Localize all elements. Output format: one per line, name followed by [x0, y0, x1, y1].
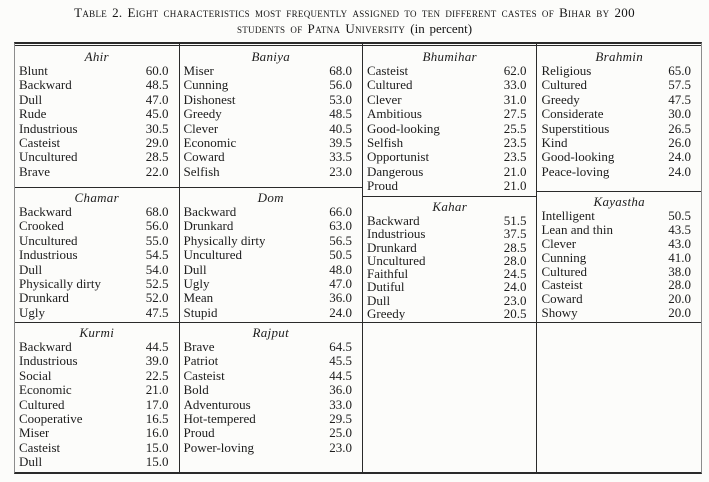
trait-label: Drunkard — [183, 219, 234, 234]
trait-label: Superstitious — [541, 121, 610, 136]
trait-value: 29.0 — [145, 135, 169, 151]
trait-row — [180, 122, 362, 136]
trait-label: Cunning — [183, 78, 229, 93]
trait-row — [363, 78, 536, 92]
trait-label: Brave — [183, 340, 215, 354]
trait-label: Faithful — [366, 267, 409, 281]
trait-label: Dangerous — [366, 164, 424, 179]
trait-row — [537, 165, 701, 179]
trait-value: 24.0 — [329, 304, 352, 320]
trait-label: Cultured — [541, 78, 587, 93]
trait-label: Showy — [541, 306, 578, 320]
trait-row — [15, 234, 179, 248]
trait-row — [537, 64, 701, 78]
trait-row — [15, 122, 179, 136]
trait-value: 47.5 — [145, 304, 169, 320]
trait-label: Casteist — [19, 440, 61, 455]
trait-label: Clever — [183, 121, 219, 136]
title-line-2 — [0, 21, 709, 37]
trait-value: 52.5 — [145, 275, 169, 291]
caste-name: Dom — [257, 190, 284, 205]
trait-row — [363, 280, 536, 293]
trait-row — [15, 426, 179, 440]
trait-label: Clever — [366, 92, 402, 107]
trait-value: 36.0 — [329, 382, 352, 398]
trait-row — [363, 267, 536, 280]
trait-row — [15, 441, 179, 455]
trait-row — [180, 263, 362, 277]
trait-row — [363, 136, 536, 150]
caste-cell-dom — [180, 188, 362, 323]
trait-value: 33.0 — [503, 77, 527, 93]
trait-row — [537, 278, 701, 292]
trait-row — [363, 254, 536, 267]
trait-value: 27.5 — [503, 106, 527, 122]
trait-value: 68.0 — [145, 204, 169, 219]
trait-row — [537, 265, 701, 279]
trait-row — [537, 107, 701, 121]
caste-name: Ahir — [84, 49, 109, 64]
trait-value: 48.5 — [145, 77, 169, 93]
trait-value: 21.0 — [503, 163, 527, 179]
trait-row — [180, 277, 362, 291]
trait-row — [537, 306, 701, 320]
trait-row — [537, 251, 701, 265]
trait-label: Stupid — [183, 305, 218, 320]
trait-label: Peace-loving — [541, 164, 610, 179]
trait-row — [15, 369, 179, 383]
trait-row — [15, 64, 179, 78]
trait-label: Dull — [19, 92, 43, 107]
trait-label: Casteist — [366, 64, 409, 78]
trait-row — [537, 292, 701, 306]
trait-label: Backward — [366, 214, 420, 228]
trait-label: Cultured — [366, 78, 413, 93]
trait-row — [15, 291, 179, 305]
trait-row — [180, 205, 362, 219]
trait-value: 60.0 — [145, 63, 169, 78]
trait-row — [363, 122, 536, 136]
trait-value: 51.5 — [503, 213, 527, 228]
caste-cell-chamar — [15, 188, 179, 323]
trait-value: 28.5 — [503, 239, 527, 255]
trait-value: 45.5 — [329, 353, 352, 369]
trait-value: 45.0 — [145, 106, 169, 122]
trait-row — [537, 122, 701, 136]
trait-label: Physically dirty — [19, 276, 101, 291]
trait-value: 28.5 — [145, 149, 169, 165]
table — [14, 42, 702, 474]
trait-row — [537, 136, 701, 150]
trait-row — [15, 93, 179, 107]
trait-label: Ambitious — [366, 107, 422, 122]
trait-label: Uncultured — [366, 253, 426, 267]
caste-cell-bhumihar — [363, 47, 536, 197]
trait-value: 68.0 — [329, 63, 352, 78]
trait-value: 65.0 — [668, 63, 691, 78]
caste-name: Kayastha — [593, 194, 645, 209]
trait-value: 39.5 — [329, 135, 352, 151]
trait-label: Casteist — [541, 278, 583, 293]
trait-value: 15.0 — [145, 454, 169, 470]
trait-label: Cultured — [19, 397, 65, 412]
caste-cell-baniya — [180, 47, 362, 188]
trait-row — [363, 307, 536, 320]
trait-label: Casteist — [19, 136, 61, 151]
trait-label: Industrious — [19, 354, 78, 369]
trait-label: Backward — [19, 340, 72, 354]
trait-value: 47.0 — [329, 275, 352, 291]
trait-row — [180, 354, 362, 368]
trait-row — [180, 150, 362, 164]
caste-name: Bhumihar — [422, 49, 477, 64]
trait-row — [180, 441, 362, 455]
trait-value: 20.0 — [668, 291, 691, 307]
empty-cell — [537, 323, 701, 472]
trait-label: Intelligent — [541, 209, 595, 223]
caste-cell-brahmin — [537, 47, 701, 192]
trait-value: 50.5 — [329, 247, 352, 263]
trait-value: 38.0 — [668, 263, 691, 279]
trait-row — [15, 107, 179, 121]
trait-row — [363, 241, 536, 254]
caste-name: Brahmin — [595, 49, 644, 64]
trait-value: 56.0 — [145, 218, 169, 234]
trait-label: Backward — [183, 205, 237, 219]
trait-row — [180, 248, 362, 262]
trait-label: Mean — [183, 291, 214, 306]
trait-row — [15, 383, 179, 397]
trait-row — [15, 398, 179, 412]
trait-row — [180, 107, 362, 121]
trait-value: 23.0 — [329, 163, 352, 179]
trait-value: 56.5 — [329, 232, 352, 248]
empty-cell — [363, 323, 536, 472]
trait-value: 17.0 — [145, 396, 169, 412]
trait-label: Proud — [183, 426, 215, 441]
trait-value: 22.0 — [145, 163, 169, 179]
trait-value: 47.5 — [668, 91, 691, 107]
trait-row — [15, 306, 179, 320]
trait-row — [537, 93, 701, 107]
trait-row — [363, 150, 536, 164]
trait-row — [180, 412, 362, 426]
trait-value: 22.5 — [145, 367, 169, 383]
trait-value: 31.0 — [503, 91, 527, 107]
trait-label: Proud — [366, 179, 399, 194]
trait-label: Blunt — [19, 64, 48, 78]
trait-row — [180, 291, 362, 305]
trait-value: 40.5 — [329, 120, 352, 136]
trait-label: Opportunist — [366, 150, 430, 165]
trait-value: 57.5 — [668, 77, 691, 93]
trait-value: 48.5 — [329, 106, 352, 122]
trait-label: Rude — [19, 107, 47, 122]
trait-row — [363, 93, 536, 107]
caste-cell-rajput — [180, 323, 362, 472]
trait-value: 16.0 — [145, 425, 169, 441]
trait-label: Economic — [183, 136, 237, 151]
trait-value: 26.5 — [668, 120, 691, 136]
trait-row — [180, 78, 362, 92]
trait-value: 56.0 — [329, 77, 352, 93]
trait-label: Industrious — [366, 227, 426, 241]
title-line-1 — [0, 5, 709, 21]
trait-value: 53.0 — [329, 91, 352, 107]
trait-label: Social — [19, 368, 52, 383]
caste-cell-kahar — [363, 197, 536, 323]
trait-row — [180, 398, 362, 412]
caste-name: Kahar — [432, 199, 468, 214]
trait-value: 24.0 — [503, 279, 527, 295]
trait-label: Miser — [19, 426, 50, 441]
trait-label: Good-looking — [541, 150, 615, 165]
trait-row — [180, 426, 362, 440]
trait-value: 55.0 — [145, 232, 169, 248]
trait-label: Greedy — [541, 92, 580, 107]
trait-row — [363, 214, 536, 227]
trait-value: 16.5 — [145, 411, 169, 427]
trait-label: Dull — [19, 262, 43, 277]
trait-value: 47.0 — [145, 91, 169, 107]
trait-value: 43.5 — [668, 221, 691, 237]
trait-value: 28.0 — [503, 252, 527, 268]
trait-label: Casteist — [183, 368, 225, 383]
trait-value: 23.0 — [329, 439, 352, 455]
trait-row — [15, 248, 179, 262]
trait-row — [180, 93, 362, 107]
caste-cell-kayastha — [537, 192, 701, 323]
trait-value: 33.5 — [329, 149, 352, 165]
trait-label: Miser — [183, 64, 214, 78]
trait-value: 64.5 — [329, 339, 352, 354]
trait-value: 41.0 — [668, 249, 691, 265]
trait-value: 25.0 — [329, 425, 352, 441]
trait-row — [180, 234, 362, 248]
trait-label: Adventurous — [183, 397, 251, 412]
trait-value: 50.5 — [668, 208, 691, 223]
trait-label: Hot-tempered — [183, 412, 256, 427]
trait-label: Patriot — [183, 354, 219, 369]
caste-cell-kurmi — [15, 323, 179, 472]
trait-row — [15, 205, 179, 219]
trait-label: Uncultured — [19, 150, 78, 165]
trait-label: Backward — [19, 78, 72, 93]
trait-value: 63.0 — [329, 218, 352, 234]
trait-value: 20.5 — [503, 305, 527, 321]
trait-row — [180, 340, 362, 354]
trait-row — [180, 165, 362, 179]
table-column-1 — [15, 44, 179, 472]
trait-label: Backward — [19, 205, 72, 219]
trait-label: Crooked — [19, 219, 64, 234]
trait-row — [15, 263, 179, 277]
trait-row — [537, 209, 701, 223]
trait-value: 24.0 — [668, 163, 691, 179]
trait-value: 28.0 — [668, 277, 691, 293]
trait-label: Brave — [19, 164, 51, 179]
trait-value: 30.0 — [668, 106, 691, 122]
trait-row — [15, 136, 179, 150]
table-column-3 — [362, 44, 536, 472]
trait-label: Bold — [183, 383, 209, 398]
trait-label: Cooperative — [19, 412, 83, 427]
trait-label: Greedy — [183, 107, 222, 122]
trait-row — [15, 340, 179, 354]
trait-label: Dull — [19, 455, 43, 470]
caste-name: Baniya — [251, 49, 291, 64]
trait-label: Economic — [19, 383, 72, 398]
trait-label: Selfish — [366, 136, 404, 151]
trait-value: 21.0 — [145, 382, 169, 398]
trait-label: Ugly — [19, 305, 45, 320]
title-line-2-caps: students of Patna University — [236, 21, 406, 36]
trait-value: 26.0 — [668, 135, 691, 151]
trait-row — [363, 294, 536, 307]
trait-label: Good-looking — [366, 121, 440, 136]
trait-label: Industrious — [19, 121, 78, 136]
trait-value: 25.5 — [503, 120, 527, 136]
trait-value: 54.5 — [145, 247, 169, 263]
trait-row — [15, 150, 179, 164]
trait-row — [15, 277, 179, 291]
trait-value: 66.0 — [329, 204, 352, 219]
title-line-1-text: Table 2. Eight characteristics most frequently assigned to ten different castes of Bihar by 200 — [74, 5, 635, 20]
caste-cell-ahir — [15, 47, 179, 188]
trait-label: Uncultured — [183, 248, 242, 263]
trait-row — [15, 354, 179, 368]
trait-label: Dishonest — [183, 92, 236, 107]
trait-row — [363, 227, 536, 240]
trait-row — [15, 165, 179, 179]
trait-label: Uncultured — [19, 233, 78, 248]
trait-row — [15, 455, 179, 469]
trait-label: Kind — [541, 136, 568, 151]
caste-name: Kurmi — [79, 325, 115, 340]
trait-value: 24.5 — [503, 266, 527, 281]
trait-row — [363, 107, 536, 121]
title-line-2-rest: (in percent) — [410, 21, 473, 36]
trait-label: Lean and thin — [541, 222, 613, 237]
trait-value: 36.0 — [329, 290, 352, 306]
trait-value: 23.5 — [503, 135, 527, 151]
caste-name: Rajput — [252, 325, 289, 340]
trait-row — [363, 165, 536, 179]
trait-label: Coward — [541, 292, 583, 307]
trait-row — [15, 219, 179, 233]
trait-row — [180, 306, 362, 320]
table-title — [0, 0, 709, 37]
trait-label: Dutiful — [366, 280, 405, 294]
trait-label: Physically dirty — [183, 233, 266, 248]
trait-value: 39.0 — [145, 353, 169, 369]
trait-value: 43.0 — [668, 235, 691, 251]
trait-label: Greedy — [366, 306, 406, 320]
trait-value: 44.5 — [329, 367, 352, 383]
trait-row — [537, 78, 701, 92]
trait-value: 29.5 — [329, 411, 352, 427]
trait-label: Power-loving — [183, 440, 255, 455]
trait-row — [180, 219, 362, 233]
trait-label: Clever — [541, 236, 577, 251]
trait-label: Dull — [366, 293, 391, 307]
trait-row — [537, 223, 701, 237]
trait-row — [180, 136, 362, 150]
trait-label: Cultured — [541, 264, 587, 279]
trait-row — [537, 150, 701, 164]
trait-value: 48.0 — [329, 261, 352, 277]
trait-row — [537, 237, 701, 251]
trait-value: 23.0 — [503, 292, 527, 308]
trait-value: 37.5 — [503, 226, 527, 242]
trait-label: Considerate — [541, 107, 604, 122]
trait-value: 54.0 — [145, 261, 169, 277]
trait-value: 52.0 — [145, 290, 169, 306]
trait-label: Dull — [183, 262, 207, 277]
trait-label: Selfish — [183, 164, 220, 179]
trait-label: Coward — [183, 150, 225, 165]
trait-value: 44.5 — [145, 339, 169, 354]
trait-label: Drunkard — [366, 240, 417, 254]
trait-row — [180, 383, 362, 397]
trait-label: Industrious — [19, 248, 78, 263]
trait-label: Cunning — [541, 250, 587, 265]
trait-value: 30.5 — [145, 120, 169, 136]
trait-value: 62.0 — [503, 63, 527, 78]
trait-value: 15.0 — [145, 439, 169, 455]
table-column-2 — [179, 44, 362, 472]
caste-name: Chamar — [74, 190, 119, 205]
trait-row — [180, 64, 362, 78]
trait-row — [180, 369, 362, 383]
trait-value: 21.0 — [503, 178, 527, 194]
trait-row — [363, 64, 536, 78]
table-column-4 — [536, 44, 701, 472]
trait-value: 20.0 — [668, 305, 691, 321]
trait-label: Religious — [541, 64, 592, 78]
trait-row — [15, 412, 179, 426]
trait-label: Drunkard — [19, 291, 69, 306]
trait-row — [363, 179, 536, 193]
trait-label: Ugly — [183, 276, 210, 291]
trait-value: 33.0 — [329, 396, 352, 412]
trait-value: 24.0 — [668, 149, 691, 165]
trait-value: 23.5 — [503, 149, 527, 165]
trait-row — [15, 78, 179, 92]
